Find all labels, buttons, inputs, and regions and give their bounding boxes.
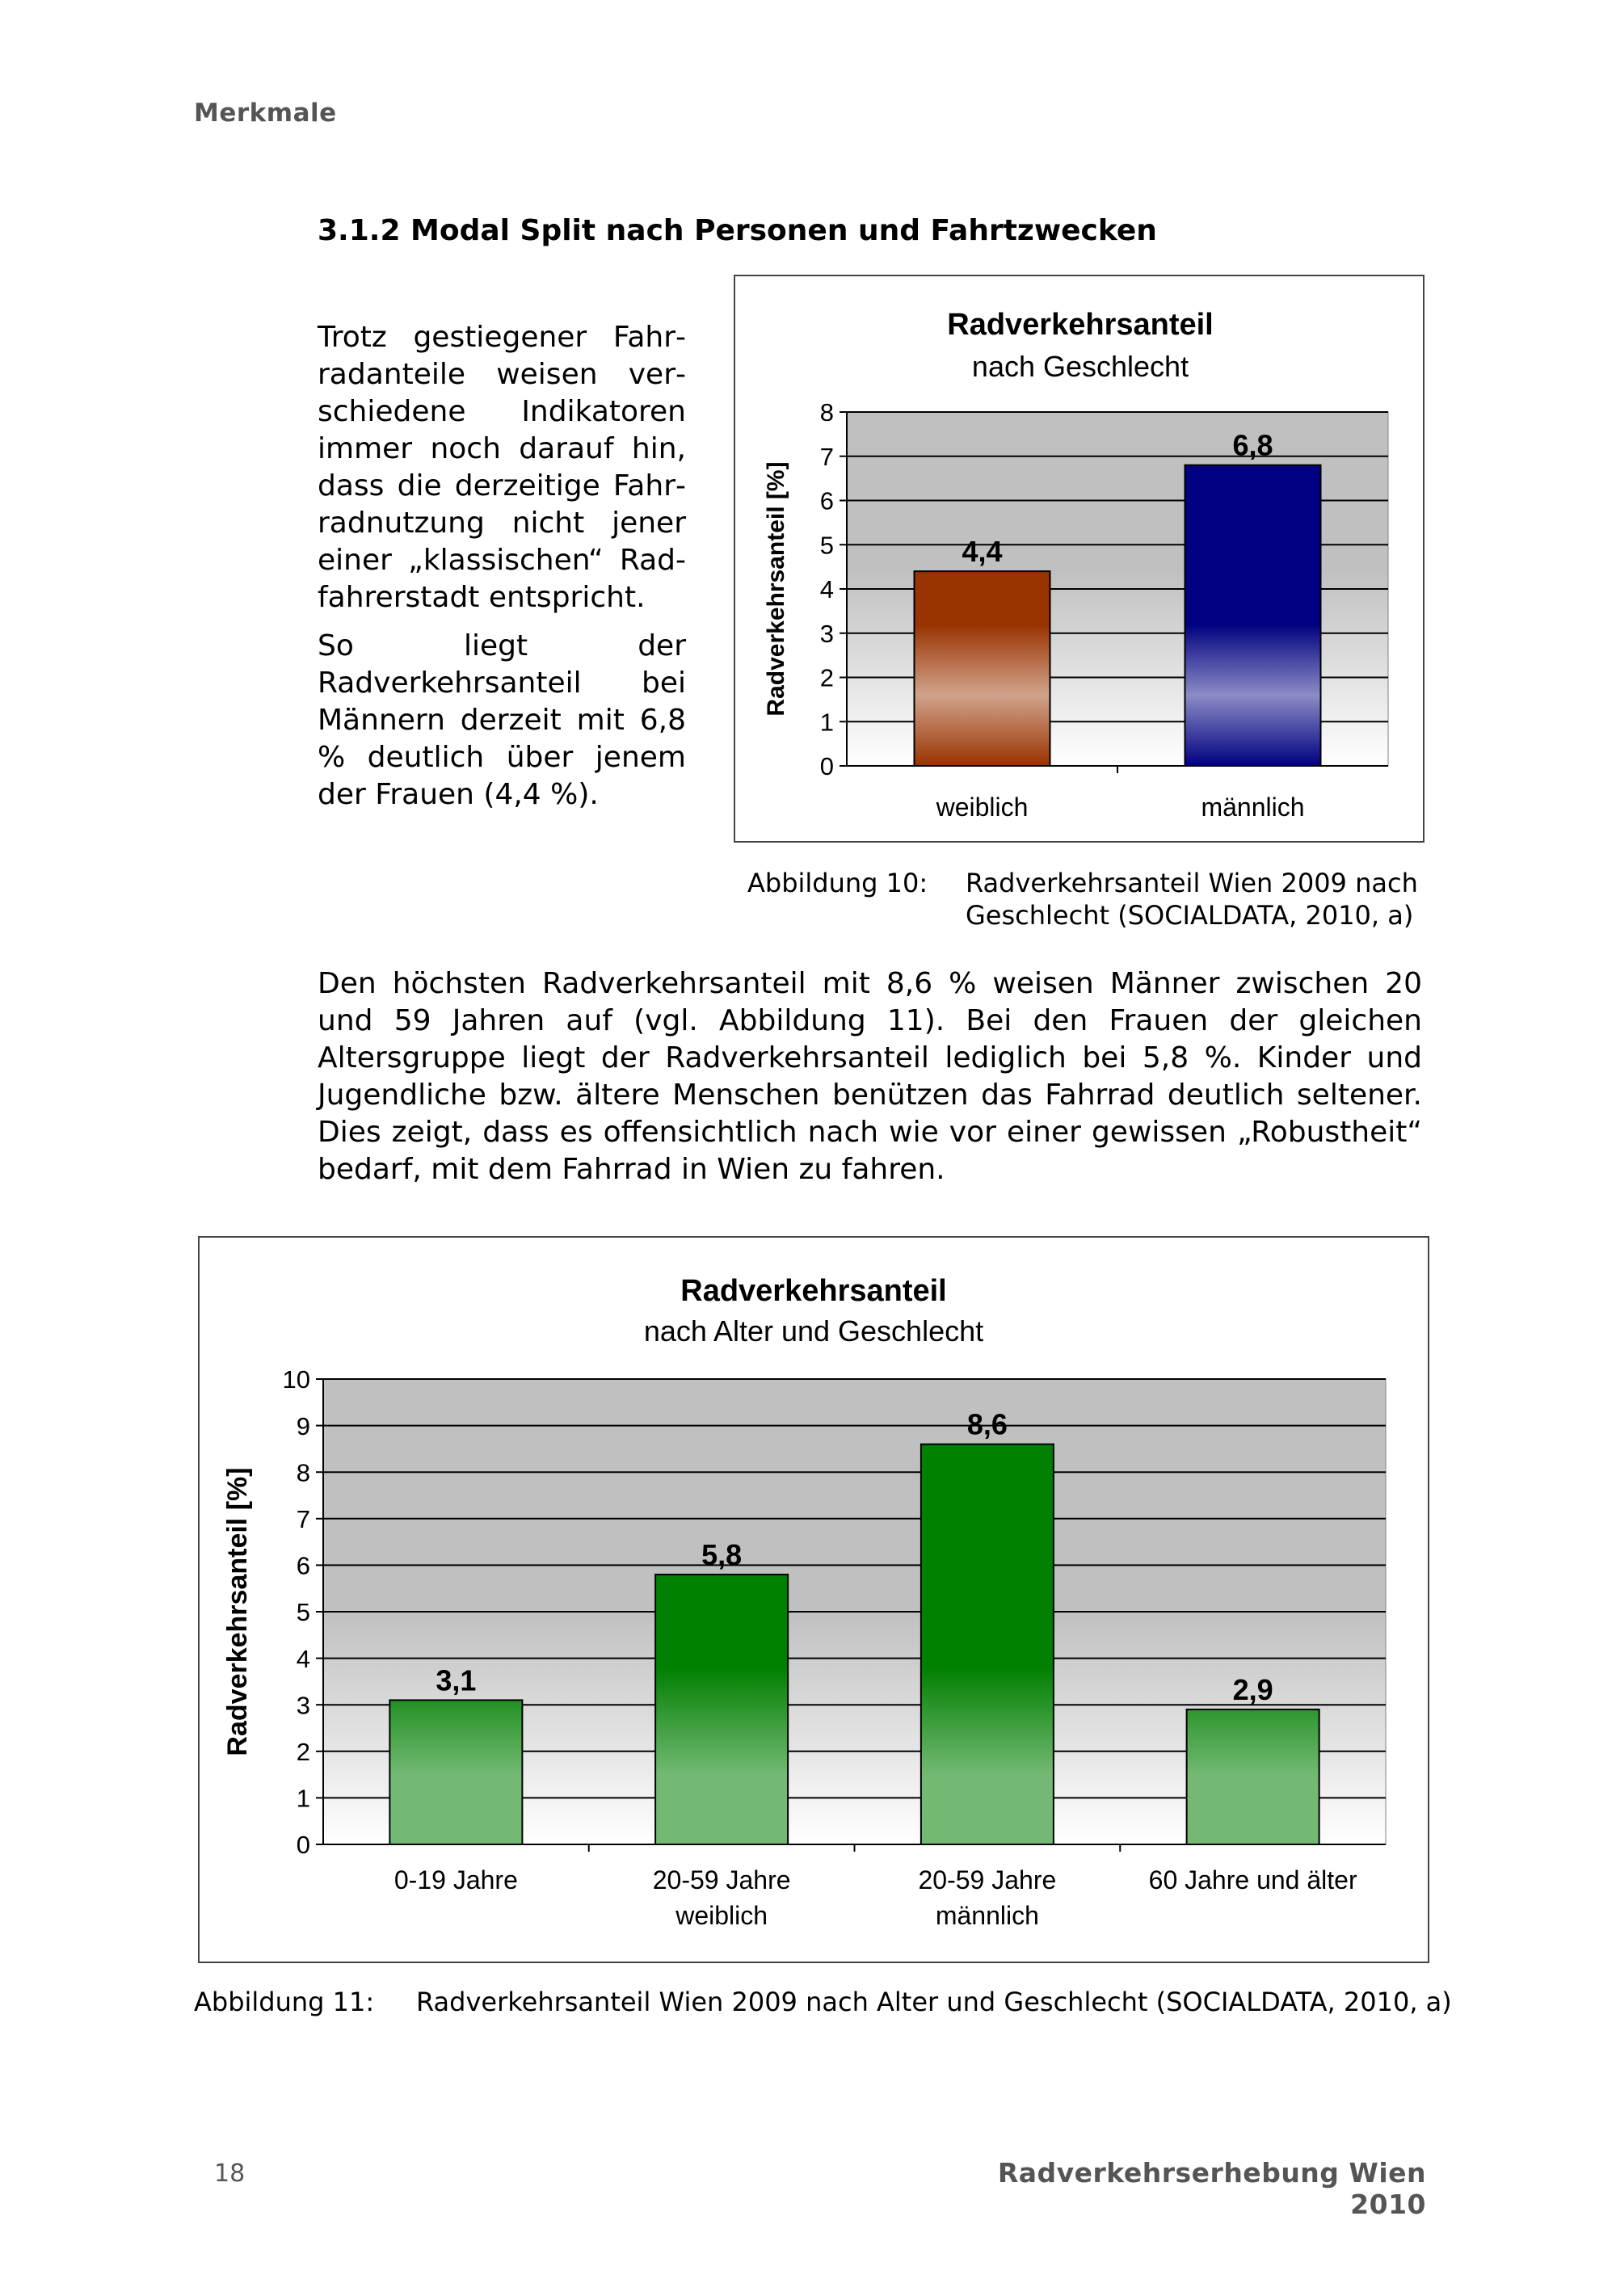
x-tick-label: weiblich bbox=[936, 793, 1029, 822]
y-tick-label: 6 bbox=[296, 1551, 310, 1580]
x-tick-label: weiblich bbox=[675, 1901, 768, 1930]
y-axis-label: Radverkehrsanteil [%] bbox=[222, 1467, 253, 1756]
bar bbox=[915, 571, 1050, 766]
intro-paragraph-2: So liegt der Radverkehrsanteil bei Männern derzeit mit 6,8 % deutlich über jenem der Frauen (4,4 %). bbox=[318, 629, 686, 811]
data-label: 8,6 bbox=[966, 1407, 1008, 1441]
x-tick-label: 20-59 Jahre bbox=[652, 1865, 791, 1894]
caption-text: Radverkehrsanteil Wien 2009 nach Geschlecht (SOCIALDATA, 2010, a) bbox=[966, 868, 1418, 931]
caption-label: Abbildung 10: bbox=[747, 868, 928, 898]
y-tick-label: 4 bbox=[296, 1644, 310, 1673]
x-tick-label: 20-59 Jahre bbox=[918, 1865, 1057, 1894]
chart-age-gender-svg bbox=[200, 1238, 1431, 1965]
y-tick-label: 0 bbox=[296, 1831, 310, 1860]
intro-text bbox=[318, 319, 686, 814]
y-tick-label: 1 bbox=[296, 1784, 310, 1813]
x-tick-label: 60 Jahre und älter bbox=[1148, 1865, 1357, 1894]
bar bbox=[921, 1444, 1054, 1844]
chart-gender-svg bbox=[735, 276, 1426, 844]
y-tick-label: 6 bbox=[819, 486, 834, 515]
y-tick-label: 1 bbox=[819, 708, 834, 737]
y-tick-label: 2 bbox=[819, 663, 834, 692]
x-tick-label: männlich bbox=[1201, 793, 1305, 822]
chart-gender bbox=[734, 275, 1425, 843]
caption-text: Radverkehrsanteil Wien 2009 nach Alter und Geschlecht (SOCIALDATA, 2010, a) bbox=[416, 1987, 1452, 2017]
caption-label: Abbildung 11: bbox=[194, 1987, 375, 2017]
running-header: Merkmale bbox=[194, 99, 337, 128]
bar bbox=[1185, 465, 1321, 766]
data-label: 4,4 bbox=[962, 535, 1003, 569]
y-tick-label: 5 bbox=[296, 1598, 310, 1627]
data-label: 5,8 bbox=[701, 1537, 743, 1571]
body-paragraph-text: Den höchsten Radverkehrsanteil mit 8,6 % weisen Männer zwischen 20 und 59 Jahren auf (vgl. Abbildung 11). Bei den Frauen der gleichen Altersgruppe liegt der Radverkehrsanteil lediglich bei 5,8 %. Kinder und Jugendliche bzw. ältere Menschen benützen das Fahrrad deutlich seltener. Dies zeigt, dass es offensichtlich nach wie vor einer gewissen „Robustheit“ bedarf, mit dem Fahrrad in Wien zu fahren. bbox=[318, 967, 1422, 1186]
y-tick-label: 7 bbox=[296, 1504, 310, 1533]
chart-title: Radverkehrsanteil bbox=[680, 1274, 947, 1308]
footer-title: Radverkehrserhebung Wien 2010 bbox=[997, 2157, 1426, 2220]
chart-title: Radverkehrsanteil bbox=[947, 308, 1214, 342]
y-tick-label: 4 bbox=[819, 575, 834, 604]
y-tick-label: 7 bbox=[819, 442, 834, 471]
data-label: 2,9 bbox=[1232, 1672, 1273, 1706]
data-label: 3,1 bbox=[436, 1663, 477, 1697]
bar bbox=[389, 1700, 522, 1844]
bar bbox=[655, 1575, 788, 1844]
chart-age-gender bbox=[198, 1236, 1429, 1963]
chart-subtitle: nach Geschlecht bbox=[971, 350, 1189, 383]
y-tick-label: 0 bbox=[819, 752, 834, 781]
y-tick-label: 3 bbox=[819, 619, 834, 648]
data-label: 6,8 bbox=[1232, 428, 1273, 462]
y-tick-label: 8 bbox=[296, 1458, 310, 1487]
chart-subtitle: nach Alter und Geschlecht bbox=[643, 1314, 984, 1348]
page-number: 18 bbox=[214, 2159, 246, 2188]
figure-caption-10 bbox=[747, 867, 1434, 940]
section-heading: 3.1.2 Modal Split nach Personen und Fahrtzwecken bbox=[318, 214, 1157, 247]
y-tick-label: 10 bbox=[282, 1365, 310, 1394]
x-tick-label: 0-19 Jahre bbox=[393, 1865, 518, 1894]
y-tick-label: 3 bbox=[296, 1691, 310, 1720]
y-tick-label: 8 bbox=[819, 398, 834, 427]
intro-paragraph-1: Trotz gestiegener Fahrradanteile weisen verschiedene Indikatoren immer noch darauf hin, dass die derzeitige Fahrradnutzung nicht jener einer „klassischen“ Radfahrerstadt entspricht. bbox=[318, 321, 686, 614]
figure-caption-11 bbox=[194, 1986, 1454, 2022]
y-tick-label: 9 bbox=[296, 1411, 310, 1440]
y-tick-label: 5 bbox=[819, 531, 834, 560]
bar bbox=[1187, 1709, 1319, 1844]
body-paragraph bbox=[318, 965, 1422, 1188]
y-tick-label: 2 bbox=[296, 1737, 310, 1766]
y-axis-label: Radverkehrsanteil [%] bbox=[763, 461, 789, 717]
x-tick-label: männlich bbox=[935, 1901, 1039, 1930]
